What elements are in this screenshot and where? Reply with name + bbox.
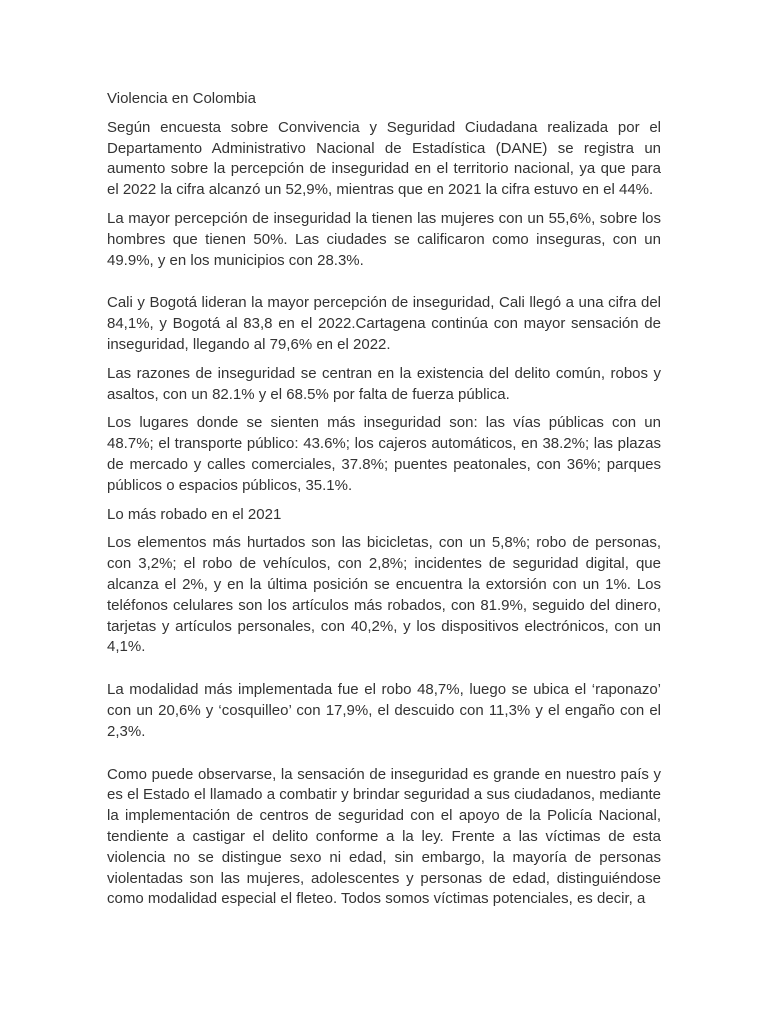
paragraph-reasons: Las razones de inseguridad se centran en la existencia del delito común, robos y asaltos, con un 82.1% y el 68.5% por falta de fuerza pública. [107, 364, 661, 403]
paragraph-gender-perception: La mayor percepción de inseguridad la tienen las mujeres con un 55,6%, sobre los hombres que tienen 50%. Las ciudades se calificaron como inseguras, con un 49.9%, y en los municipios con 28.3%. [107, 209, 661, 269]
document-title: Violencia en Colombia [107, 90, 256, 107]
paragraph-cities: Cali y Bogotá lideran la mayor percepción de inseguridad, Cali llegó a una cifra del 84,1%, y Bogotá al 83,8 en el 2022.Cartagena continúa con mayor sensación de inseguridad, llegando al 79,6% en el 2022. [107, 294, 661, 353]
paragraph-stolen-items: Los elementos más hurtados son las bicicletas, con un 5,8%; robo de personas, con 3,2%; el robo de vehículos, con 2,8%; incidentes de seguridad digital, que alcanza el 2%, y en la última posición se encuentra la extorsión con un 1%. Los teléfonos celulares son los artículos más robados, con 81.9%, seguido del dinero, tarjetas y artículos personales, con 40,2%, y los dispositivos electrónicos, con un 4,1%. [107, 534, 661, 656]
section-subtitle: Lo más robado en el 2021 [107, 505, 282, 523]
paragraph-conclusion: Como puede observarse, la sensación de inseguridad es grande en nuestro país y es el Estado el llamado a combatir y brindar seguridad a sus ciudadanos, mediante la implementación de centros de seguridad con el apoyo de la Policía Nacional, tendiente a castigar el delito conforme a la ley. Frente a las víctimas de esta violencia no se distingue sexo ni edad, sin embargo, la mayoría de personas violentadas son las mujeres, adolescentes y personas de edad, distinguiéndose como modalidad especial el fleteo. Todos somos víctimas potenciales, es decir, a [107, 765, 661, 908]
document-page [107, 89, 661, 918]
paragraph-places: Los lugares donde se sienten más inseguridad son: las vías públicas con un 48.7%; el transporte público: 43.6%; los cajeros automáticos, en 38.2%; las plazas de mercado y calles comerciales, 37.8%; puentes peatonales, con 36%; parques públicos o espacios públicos, 35.1%. [107, 414, 661, 494]
paragraph-modalities: La modalidad más implementada fue el robo 48,7%, luego se ubica el ‘raponazo’ con un 20,6% y ‘cosquilleo’ con 17,9%, el descuido con 11,3% y el engaño con el 2,3%. [107, 681, 661, 740]
paragraph-dane-survey: Según encuesta sobre Convivencia y Seguridad Ciudadana realizada por el Departamento Administrativo Nacional de Estadística (DANE) se registra un aumento sobre la percepción de inseguridad en el territorio nacional, ya que para el 2022 la cifra alcanzó un 52,9%, mientras que en 2021 la cifra estuvo en el 44%. [107, 118, 661, 199]
